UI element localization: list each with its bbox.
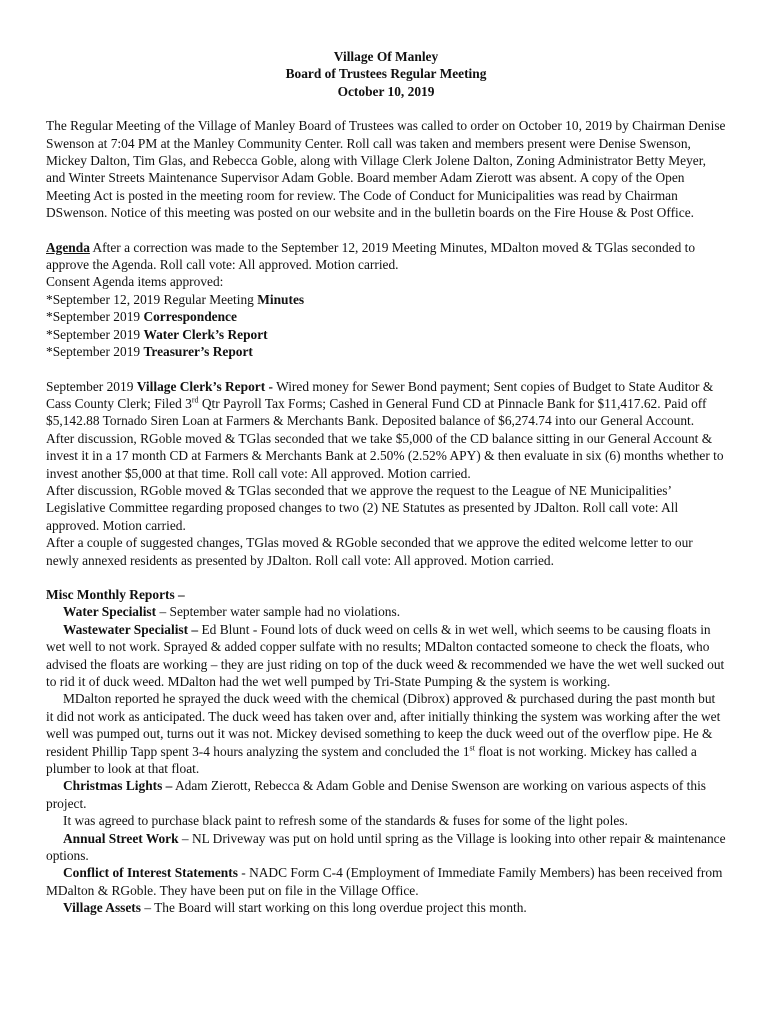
- agenda-heading: Agenda: [46, 239, 90, 255]
- misc-reports-heading: Misc Monthly Reports –: [46, 586, 185, 602]
- meeting-type: Board of Trustees Regular Meeting: [285, 66, 487, 82]
- christmas-lights-report: Christmas Lights – Adam Zierott, Rebecca & Adam Goble and Denise Swenson are working on various aspects of this project.: [46, 778, 707, 811]
- clerk-report-heading: Village Clerk’s Report -: [136, 378, 273, 394]
- consent-item: *September 2019 Water Clerk’s Report: [46, 326, 268, 342]
- league-motion: After discussion, RGoble moved & TGlas seconded that we approve the request to the League of NE Municipalities’ Legislative Committee regarding proposed changes to two (2) NE Statutes as presented by JDalton. Roll call vote: All approved. Motion carried.: [46, 482, 679, 533]
- consent-item: *September 2019 Correspondence: [46, 309, 237, 325]
- clerk-report-section: [46, 378, 726, 569]
- wastewater-followup: MDalton reported he sprayed the duck weed with the chemical (Dibrox) approved & purchased during the past month but it did not work as anticipated. The duck weed has taken over and, after initially thinking the system was working after the wet well was pumped out, turns out it was not. Mickey devised something to keep the duck weed out of the overflow pipe. He & resident Phillip Tapp spent 3-4 hours analyzing the system and concluded the 1st float is not working. Mickey has called a plumber to look at that float.: [46, 691, 721, 777]
- intro-paragraph: The Regular Meeting of the Village of Manley Board of Trustees was called to order on October 10, 2019 by Chairman Denise Swenson at 7:04 PM at the Manley Community Center. Roll call was taken and members present were Denise Swenson, Mickey Dalton, Tim Glas, and Rebecca Goble, along with Village Clerk Jolene Dalton, Zoning Administrator Betty Meyer, and Winter Streets Maintenance Supervisor Adam Goble. Board member Adam Zierott was absent. A copy of the Open Meeting Act is posted in the meeting room for review. The Code of Conduct for Municipalities was read by Chairman DSwenson. Notice of this meeting was posted on our website and in the bulletin boards on the Fire House & Post Office.: [46, 118, 726, 221]
- cd-motion: After discussion, RGoble moved & TGlas seconded that we take $5,000 of the CD balance sitting in our General Account & invest it in a 17 month CD at Farmers & Merchants Bank at 2.50% (2.52% APY) & then evaluate in six (6) months whether to invest another $5,000 at that time. Roll call vote: All approved. Motion carried.: [46, 430, 724, 481]
- misc-reports-section: [46, 586, 726, 917]
- welcome-letter-motion: After a couple of suggested changes, TGlas moved & RGoble seconded that we approve the edited welcome letter to our newly annexed residents as presented by JDalton. Roll call vote: All approved. Motion carried.: [46, 535, 693, 568]
- agenda-section: [46, 239, 726, 361]
- clerk-report-paragraph: September 2019 Village Clerk’s Report - Wired money for Sewer Bond payment; Sent copies of Budget to State Auditor & Cass County Clerk; Filed 3rd Qtr Payroll Tax Forms; Cashed in General Fund CD at Pinnacle Bank for $11,417.62. Paid off $5,142.88 Tornado Siren Loan at Farmers & Merchants Bank. Deposited balance of $6,274.74 into our General Account.: [46, 378, 714, 429]
- village-assets-report: Village Assets – The Board will start working on this long overdue project this month.: [63, 900, 527, 916]
- village-name: Village Of Manley: [333, 49, 439, 64]
- consent-agenda-label: Consent Agenda items approved:: [46, 274, 224, 290]
- document-header: [46, 48, 726, 100]
- agenda-paragraph: [46, 239, 726, 274]
- christmas-lights-followup: It was agreed to purchase black paint to refresh some of the standards & fuses for some of the light poles.: [63, 813, 628, 829]
- wastewater-specialist-report: Wastewater Specialist – Ed Blunt - Found lots of duck weed on cells & in wet well, which seems to be causing floats in wet well to not work. Sprayed & added copper sulfate with no results; MDalton contacted someone to check the floats, who advised the floats are working – they are just riding on top of the duck weed & recommended we have the wet well sucked out to rid it of duck weed. MDalton had the wet well pumped by Tri-State Pumping & the system is working.: [46, 621, 725, 689]
- agenda-text: After a correction was made to the September 12, 2019 Meeting Minutes, MDalton moved & TGlas seconded to approve the Agenda. Roll call vote: All approved. Motion carried.: [46, 239, 696, 273]
- annual-street-work-report: Annual Street Work – NL Driveway was put on hold until spring as the Village is looking into other repair & maintenance options.: [46, 830, 726, 864]
- conflict-of-interest-report: Conflict of Interest Statements - NADC Form C-4 (Employment of Immediate Family Members) has been received from MDalton & RGoble. They have been put on file in the Village Office.: [46, 865, 723, 898]
- consent-item: *September 12, 2019 Regular Meeting Minutes: [46, 291, 305, 307]
- consent-item: *September 2019 Treasurer’s Report: [46, 344, 253, 360]
- water-specialist-report: Water Specialist – September water sample had no violations.: [63, 604, 401, 620]
- meeting-date: October 10, 2019: [337, 83, 435, 99]
